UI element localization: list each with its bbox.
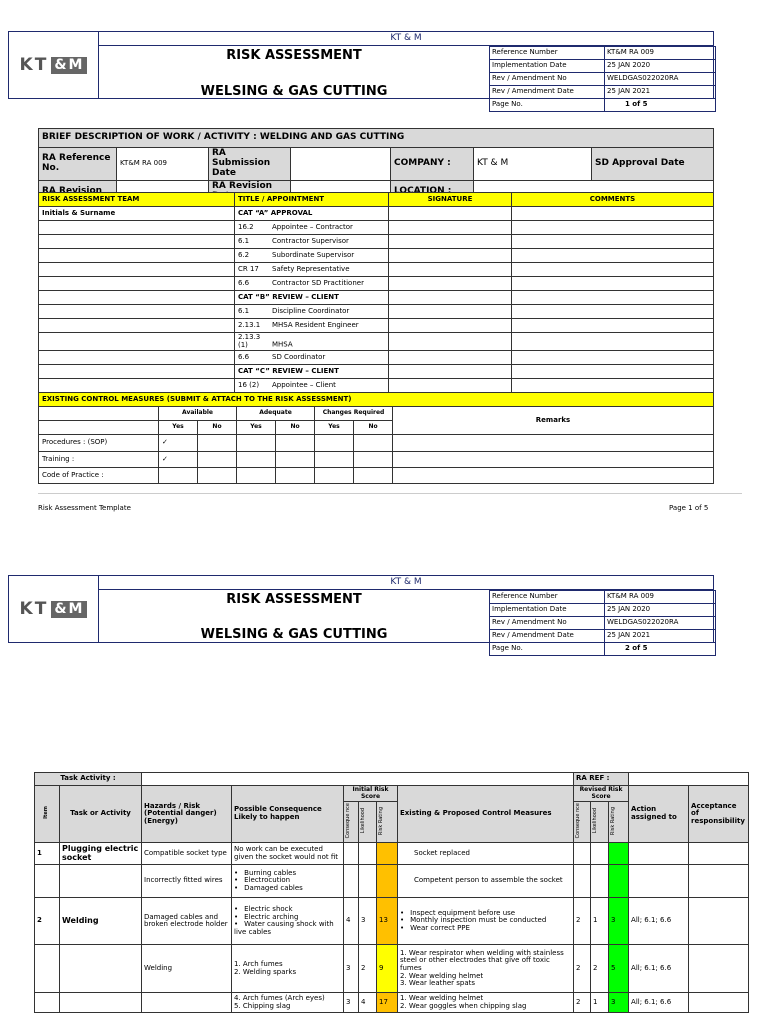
document-title: RISK ASSESSMENT [226,48,362,63]
checkmark-icon: ✓ [159,452,198,468]
reference-table: Reference Number KT&M RA 009 Implementation Date 25 JAN 2020 Rev / Amendment No WELDGAS022020RA Rev / Amendment Date 25 JAN 2021 Page No. 2 of 5 [489,590,716,656]
table-row: Welding 1. Arch fumes 2. Welding sparks 3 2 9 1. Wear respirator when welding with stainless steel or other electrodes that give off toxic fumes 2. Wear welding helmet 3. Wear leather spats 2 2 5 All; 6.1; 6.6 [35,945,749,993]
document-subtitle: WELSING & GAS CUTTING [200,627,388,642]
company-logo: KT &M [9,576,99,642]
footer-left: Risk Assessment Template [38,504,131,512]
footer-divider [38,493,742,494]
table-row: 4. Arch fumes (Arch eyes) 5. Chipping slag 3 4 17 1. Wear welding helmet 2. Wear goggles when chipping slag 2 1 3 All; 6.1; 6.6 [35,993,749,1013]
table-row: Incorrectly fitted wires • Burning cables • Electrocution • Damaged cables Competent person to assemble the socket [35,865,749,898]
company-logo: KT &M [9,32,99,98]
page1-header [8,31,714,109]
document-subtitle: WELSING & GAS CUTTING [200,84,388,99]
brief-description: BRIEF DESCRIPTION OF WORK / ACTIVITY : WELDING AND GAS CUTTING [39,129,714,148]
company-line: KT & M [99,576,713,590]
page2-header [8,575,714,653]
table-row: 2 Welding Damaged cables and broken electrode holder • Electric shock • Electric arching • Water causing shock with live cables 4 3 13 • Inspect equipment before use • Monthly inspection must be conducted • Wear correct PPE 2 1 3 All; 6.1; 6.6 [35,898,749,945]
checkmark-icon: ✓ [159,435,198,452]
risk-matrix-table: Task Activity : RA REF : Item Task or Activity Hazards / Risk (Potential danger) (Energy) Possible Consequence Likely to happen Initial Risk Score Existing & Proposed Control Measures Revised Risk Score Action assigned to Acceptance of responsibility Conseque nce Likelihood Risk Rating Conseque nce Likelihood Risk Rating 1 Plugging electric socket Compatible socket type No work can be executed given the socket would not fit Socket replaced Incorrectly fitted wires • Burning cables • Electrocution • Damaged cables Competent person to assemble the socket 2 Welding Damaged cables and broken electrode holder • Electric shock • Electric arching • Water causing shock with live cables 4 3 13 • Inspect equipment before use • Monthly inspection must be conducted • Wear correct PPE 2 1 3 All; 6.1; 6.6 Welding 1. Arch fumes 2. Welding sparks 3 2 9 1. Wear respirator when welding with stainless steel or other electrodes that give off toxic fumes 2. Wear welding helmet 3. Wear leather spats 2 2 5 All; 6.1; 6.6 4. Arch fumes (Arch eyes) 5. Chipping slag 3 4 17 1. Wear welding helmet 2. Wear goggles when chipping slag 2 1 3 All; 6.1; 6.6 [34,772,749,1013]
assessment-team-table: RISK ASSESSMENT TEAM TITLE / APPOINTMENT SIGNATURE COMMENTS Initials & Surname CAT “A” APPROVAL 16.2 Appointee – Contractor 6.1 Contractor Supervisor 6.2 Subordinate Supervisor CR 17 Safety Representative 6.6 Contractor SD Practitioner CAT “B” REVIEW – CLIENT 6.1 Discipline Coordinator 2.13.1 MHSA Resident Engineer 2.13.3 (1) MHSA 6.6 SD Coordinator CAT “C” REVIEW – CLIENT 16 (2) Appointee – Client EXISTING CONTROL MEASURES (SUBMIT & ATTACH TO THE RISK ASSESSMENT) [38,192,714,407]
reference-table: Reference Number KT&M RA 009 Implementation Date 25 JAN 2020 Rev / Amendment No WELDGAS022020RA Rev / Amendment Date 25 JAN 2021 Page No. 1 of 5 [489,46,716,112]
document-title: RISK ASSESSMENT [226,592,362,607]
work-description-table: BRIEF DESCRIPTION OF WORK / ACTIVITY : WELDING AND GAS CUTTING RA Reference No. KT&M RA 009 RA Submission Date COMPANY : KT & M SD Approval Date RA Revision RA Revision Date LOCATION : [38,128,714,203]
footer-page: Page 1 of 5 [669,504,709,512]
table-row: 1 Plugging electric socket Compatible socket type No work can be executed given the socket would not fit Socket replaced [35,843,749,865]
company-line: KT & M [99,32,713,46]
control-measures-table: Available Adequate Changes Required Remarks Yes No Yes No Yes No Procedures : (SOP) ✓ Training : ✓ Code of Practice : [38,406,714,484]
